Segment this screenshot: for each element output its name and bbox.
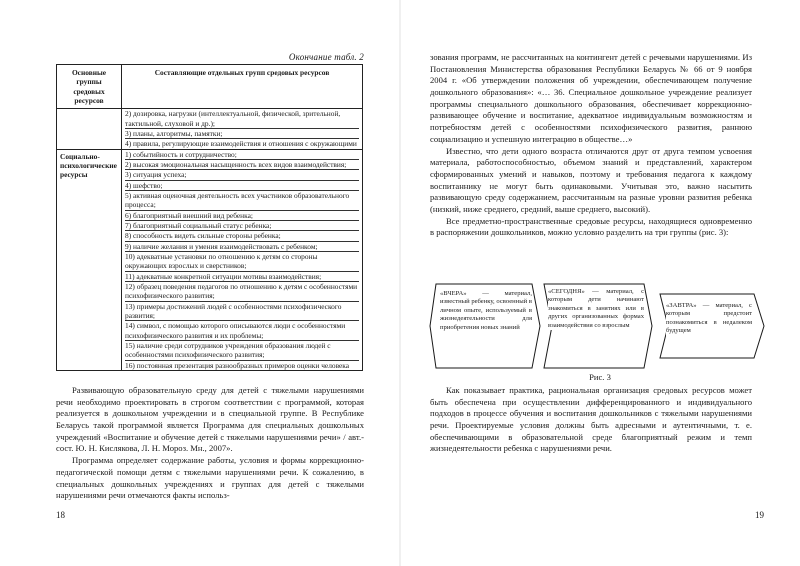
resource-item: 3) планы, алгоритмы, памятки;	[125, 129, 359, 139]
resource-item: 6) благоприятный внешний вид ребенка;	[125, 211, 359, 221]
resource-item: 5) активная оценочная деятельность всех участников образовательного процесса;	[125, 191, 359, 211]
resource-item: 13) примеры достижений людей с особенностями психофизического развития;	[125, 302, 359, 322]
resource-item: 12) образец поведения педагогов по отношению к детям с особенностями психофизического развития;	[125, 281, 358, 301]
resource-item: 16) постоянная презентация разнообразных примеров оценки человека	[125, 360, 350, 370]
table-row	[57, 149, 363, 370]
resource-item: 2) высокая эмоциональная насыщенность всех видов взаимодействия;	[125, 160, 359, 170]
paragraph: Известно, что дети одного возраста отличаются друг от друга темпом усвоения материала, работоспособностью, объемом знаний и представлений, характером сформированных умений и навыков, поэтому и требования педагога к каждому воспитаннику не могут быть одинаковыми. Учитывая это, важно насытить развивающую среду содержанием, рассчитанным на разные уровни развития ребенка (низкий, ниже среднего, средний, выше среднего, высокий).	[430, 145, 752, 214]
paragraph: Программа определяет содержание работы, условия и формы коррекционно-педагогической помощи детям с тяжелыми нарушениями речи. К сожалению, в специальных дошкольных учреждениях и группах для детей с тяжелыми нарушениями речи отмечаются факты использ-	[56, 455, 364, 501]
left-body-text	[56, 385, 364, 502]
paragraph: зования программ, не рассчитанных на контингент детей с речевыми нарушениями. Из Постановления Министерства образования Республики Беларусь № 66 от 9 ноября 2004 г. «Об утверждении положения об учреждении, обеспечивающем получение дошкольного образования»: «… 36. Специальное дошкольное учреждение реализует программы специального дошкольного образования, обеспечивает коррекционно-развивающее обучение и воспитание, адекватное индивидуальным возможностям и потребностям детей с особенностями психофизического развития, раннюю социализацию и успешную интеграцию в обществе…»	[430, 52, 752, 144]
paragraph: Развивающую образовательную среду для детей с тяжелыми нарушениями речи необходимо проектировать в строгом соответствии с программой, которая реализуется в дошкольном учреждении и в специальной группе. В Республике Беларусь такой программой является Программа для специальных дошкольных учреждений «Воспитание и обучение детей с тяжелыми нарушениями речи» / авт.-сост. Ю. Н. Кислякова, Л. Н. Мороз. Мн., 2007».	[56, 385, 364, 454]
resource-item: 11) адекватные конкретной ситуации мотивы взаимодействия;	[125, 272, 359, 282]
page-number: 19	[755, 510, 764, 520]
table-header-components: Составляющие отдельных групп средовых ресурсов	[122, 65, 363, 109]
resource-item: 7) благоприятный социальный статус ребенка;	[125, 221, 359, 231]
resource-group-name: Социально-психологические ресурсы	[57, 149, 122, 370]
right-body-text	[430, 52, 752, 239]
resource-groups-diagram	[428, 280, 768, 372]
table-row	[57, 109, 363, 149]
resource-item: 9) наличие желания и умения взаимодействовать с ребенком;	[125, 242, 359, 252]
diagram-box-tomorrow: «ЗАВТРА» — материал, с которым предстоит познакомиться в недалеком будущем	[666, 302, 752, 335]
resource-components	[122, 109, 363, 149]
resource-item: 4) правила, регулирующие взаимодействия и отношения с окружающими	[125, 139, 357, 149]
resource-item: 8) способность видеть сильные стороны ребенка;	[125, 231, 359, 241]
diagram-box-yesterday: «ВЧЕРА» — материал, известный ребенку, освоенный в личном опыте, используемый в жизнедеятельности для приобретения новых знаний	[440, 290, 532, 331]
table-header-row	[57, 65, 363, 109]
resource-components	[122, 149, 363, 370]
page-number: 18	[56, 510, 65, 520]
resource-item: 15) наличие среди сотрудников учреждения образования людей с особенностями психофизического развития;	[125, 341, 359, 361]
figure-caption: Рис. 3	[589, 372, 611, 382]
resource-group-name	[57, 109, 122, 149]
resource-item: 10) адекватные установки по отношению к детям со стороны окружающих взрослых и сверстников;	[125, 252, 359, 272]
table-header-groups: Основные группы средовых ресурсов	[57, 65, 122, 109]
resource-item: 2) дозировка, нагрузки (интеллектуальной, физической, зрительной, тактильной, слуховой и др.);	[125, 109, 359, 129]
resource-item: 4) шефство;	[125, 181, 359, 191]
resource-item: 1) событийность и сотрудничество;	[125, 150, 359, 160]
resource-item: 14) символ, с помощью которого описываются люди с особенностями психофизического развития и их проблемы;	[125, 321, 359, 341]
resource-item: 3) ситуация успеха;	[125, 170, 359, 180]
resources-table	[56, 64, 363, 371]
diagram-box-today: «СЕГОДНЯ» — материал, с которым дети начинают знакомиться в занятиях или в других организованных формах взаимодействия со взрослым	[548, 288, 644, 329]
right-body-text-lower	[430, 385, 752, 455]
running-head: Окончание табл. 2	[288, 52, 364, 62]
paragraph: Как показывает практика, рациональная организация средовых ресурсов может быть обеспечена при осуществлении дифференцированного и индивидуального подходов в процессе обучения и воспитания дошкольников с тяжелыми нарушениями речи. Проектируемые условия должны быть адресными и аутентичными, т. е. обеспечивающими в образовательной среде благоприятный режим и темп жизнедеятельности ребенка с нарушениями речи.	[430, 385, 752, 454]
paragraph: Все предметно-пространственные средовые ресурсы, находящиеся одновременно в распоряжении дошкольников, можно условно разделить на три группы (рис. 3):	[430, 215, 752, 238]
